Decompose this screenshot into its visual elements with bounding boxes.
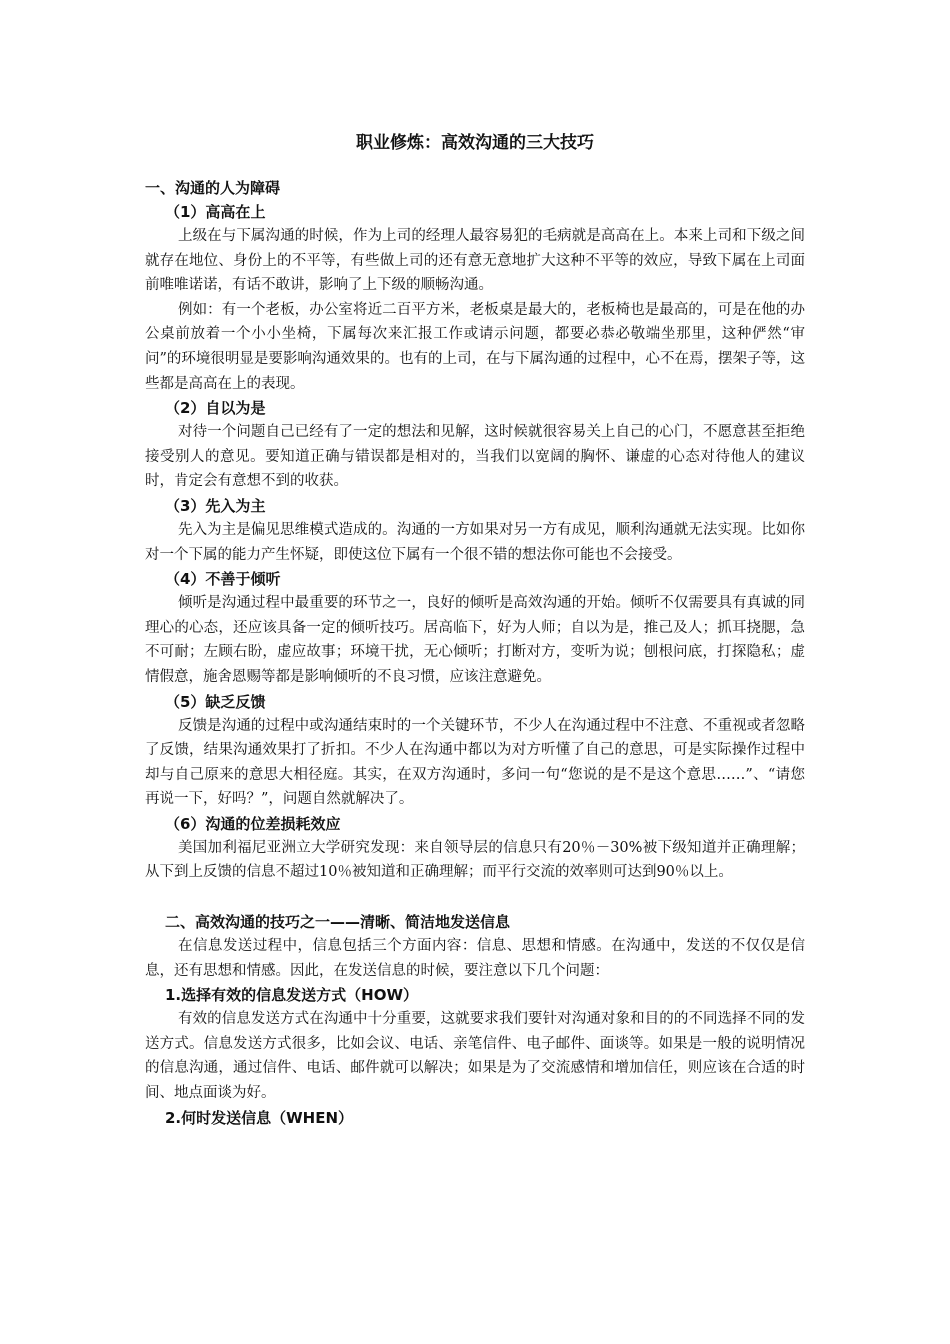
subsection-heading: 2.何时发送信息（WHEN） bbox=[165, 1108, 354, 1127]
paragraph: 倾听是沟通过程中最重要的环节之一，良好的倾听是高效沟通的开始。倾听不仅需要具有真诚的同理心的心态，还应该具备一定的倾听技巧。居高临下，好为人师；自以为是，推己及人；抓耳挠腮，急不可耐；左顾右盼，虚应故事；环境干扰，无心倾听；打断对方，变听为说；刨根问底，打探隐私；虚情假意，施舍恩赐等都是影响倾听的不良习惯，应该注意避免。 bbox=[145, 595, 805, 685]
paragraph: 有效的信息发送方式在沟通中十分重要，这就要求我们要针对沟通对象和目的的不同选择不同的发送方式。信息发送方式很多，比如会议、电话、亲笔信件、电子邮件、面谈等。如果是一般的说明情况的信息沟通，通过信件、电话、邮件就可以解决；如果是为了交流感情和增加信任，则应该在合适的时间、地点面谈为好。 bbox=[145, 1011, 805, 1102]
section-spacer bbox=[145, 885, 805, 910]
paragraph: 在信息发送过程中，信息包括三个方面内容：信息、思想和情感。在沟通中，发送的不仅仅是信息，还有思想和情感。因此，在发送信息的时候，要注意以下几个问题： bbox=[145, 938, 805, 979]
paragraph: 上级在与下属沟通的时候，作为上司的经理人最容易犯的毛病就是高高在上。本来上司和下级之间就存在地位、身份上的不平等，有些做上司的还有意无意地扩大这种不平等的效应，导致下属在上司面前唯唯诺诺，有话不敢讲，影响了上下级的顺畅沟通。 bbox=[145, 228, 805, 294]
subsection-heading: （3）先入为主 bbox=[165, 496, 266, 515]
subsection-heading: （6）沟通的位差损耗效应 bbox=[165, 814, 341, 833]
paragraph: 反馈是沟通的过程中或沟通结束时的一个关键环节，不少人在沟通过程中不注意、不重视或者忽略了反馈，结果沟通效果打了折扣。不少人在沟通中都以为对方听懂了自己的意思，可是实际操作过程中却与自己原来的意思大相径庭。其实，在双方沟通时，多问一句“您说的是不是这个意思……”、“请您再说一下，好吗？”，问题自然就解决了。 bbox=[145, 717, 805, 808]
subsection-heading: （4）不善于倾听 bbox=[165, 570, 281, 589]
paragraph: 对待一个问题自己已经有了一定的想法和见解，这时候就很容易关上自己的心门，不愿意甚至拒绝接受别人的意见。要知道正确与错误都是相对的，当我们以宽阔的胸怀、谦虚的心态对待他人的建议时，肯定会有意想不到的收获。 bbox=[145, 424, 805, 490]
document-body bbox=[145, 176, 805, 1130]
paragraph: 先入为主是偏见思维模式造成的。沟通的一方如果对另一方有成见，顺利沟通就无法实现。比如你对一个下属的能力产生怀疑，即使这位下属有一个很不错的想法你可能也不会接受。 bbox=[145, 521, 805, 563]
document-title: 职业修炼：高效沟通的三大技巧 bbox=[356, 133, 594, 153]
subsection-heading: （5）缺乏反馈 bbox=[165, 692, 266, 711]
section-heading: 二、高效沟通的技巧之一——清晰、简洁地发送信息 bbox=[165, 913, 511, 932]
subsection-heading: 1.选择有效的信息发送方式（HOW） bbox=[165, 986, 418, 1005]
paragraph: 美国加利福尼亚洲立大学研究发现：来自领导层的信息只有20％－30%被下级知道并正确理解；从下到上反馈的信息不超过10％被知道和正确理解；而平行交流的效率则可达到90％以上。 bbox=[145, 839, 805, 881]
subsection-heading: （2）自以为是 bbox=[165, 399, 266, 418]
paragraph: 例如：有一个老板，办公室将近二百平方米，老板桌是最大的，老板椅也是最高的，可是在他的办公桌前放着一个小小坐椅，下属每次来汇报工作或请示问题，都要必恭必敬端坐那里，这种俨然“审问”的环境很明显是要影响沟通效果的。也有的上司，在与下属沟通的过程中，心不在焉，摆架子等，这些都是高高在上的表现。 bbox=[145, 301, 805, 392]
section-heading: 一、沟通的人为障碍 bbox=[145, 179, 281, 197]
subsection-heading: （1）高高在上 bbox=[165, 203, 266, 221]
